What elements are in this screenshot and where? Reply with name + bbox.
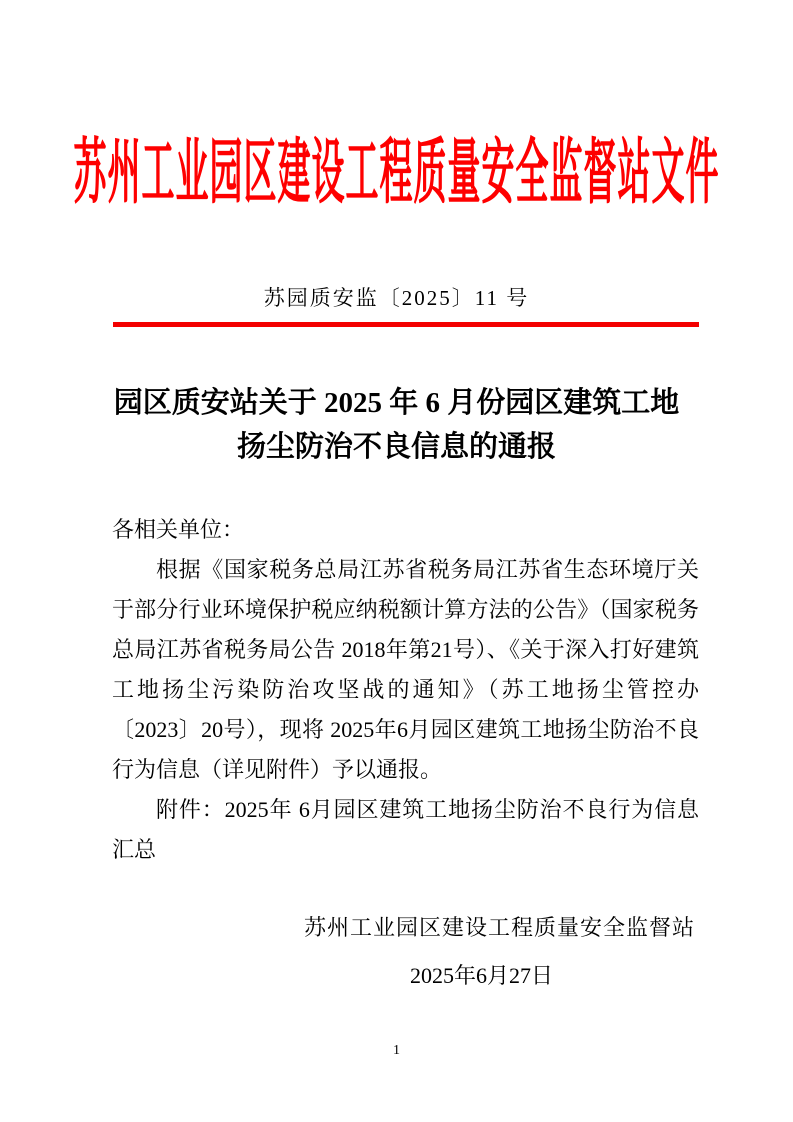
attachment-note: 附件：2025年 6月园区建筑工地扬尘防治不良行为信息汇总	[112, 797, 699, 862]
salutation: 各相关单位：	[112, 517, 245, 542]
red-divider-line	[113, 322, 699, 327]
main-paragraph: 根据《国家税务总局江苏省税务局江苏省生态环境厅关于部分行业环境保护税应纳税额计算方法的公告》（国家税务总局江苏省税务局公告 2018年第21号）、《关于深入打好建筑工地扬尘污染防治攻坚战的通知》（苏工地扬尘管控办〔2023〕20号），现将 2025年6月园区建筑工地扬尘防治不良行为信息（详见附件）予以通报。	[112, 557, 699, 782]
document-body	[112, 510, 699, 870]
document-number: 苏园质安监〔2025〕11 号	[263, 286, 530, 310]
signature-date: 2025年6月27日	[410, 963, 554, 988]
document-title-line-2: 扬尘防治不良信息的通报	[236, 431, 556, 463]
signature-organization: 苏州工业园区建设工程质量安全监督站	[303, 915, 695, 940]
document-title-line-1: 园区质安站关于 2025 年 6 月份园区建筑工地	[113, 387, 680, 419]
letterhead-title: 苏州工业园区建设工程质量安全监督站文件	[73, 136, 720, 214]
document-title	[50, 381, 743, 469]
page-number: 1	[393, 1043, 400, 1058]
